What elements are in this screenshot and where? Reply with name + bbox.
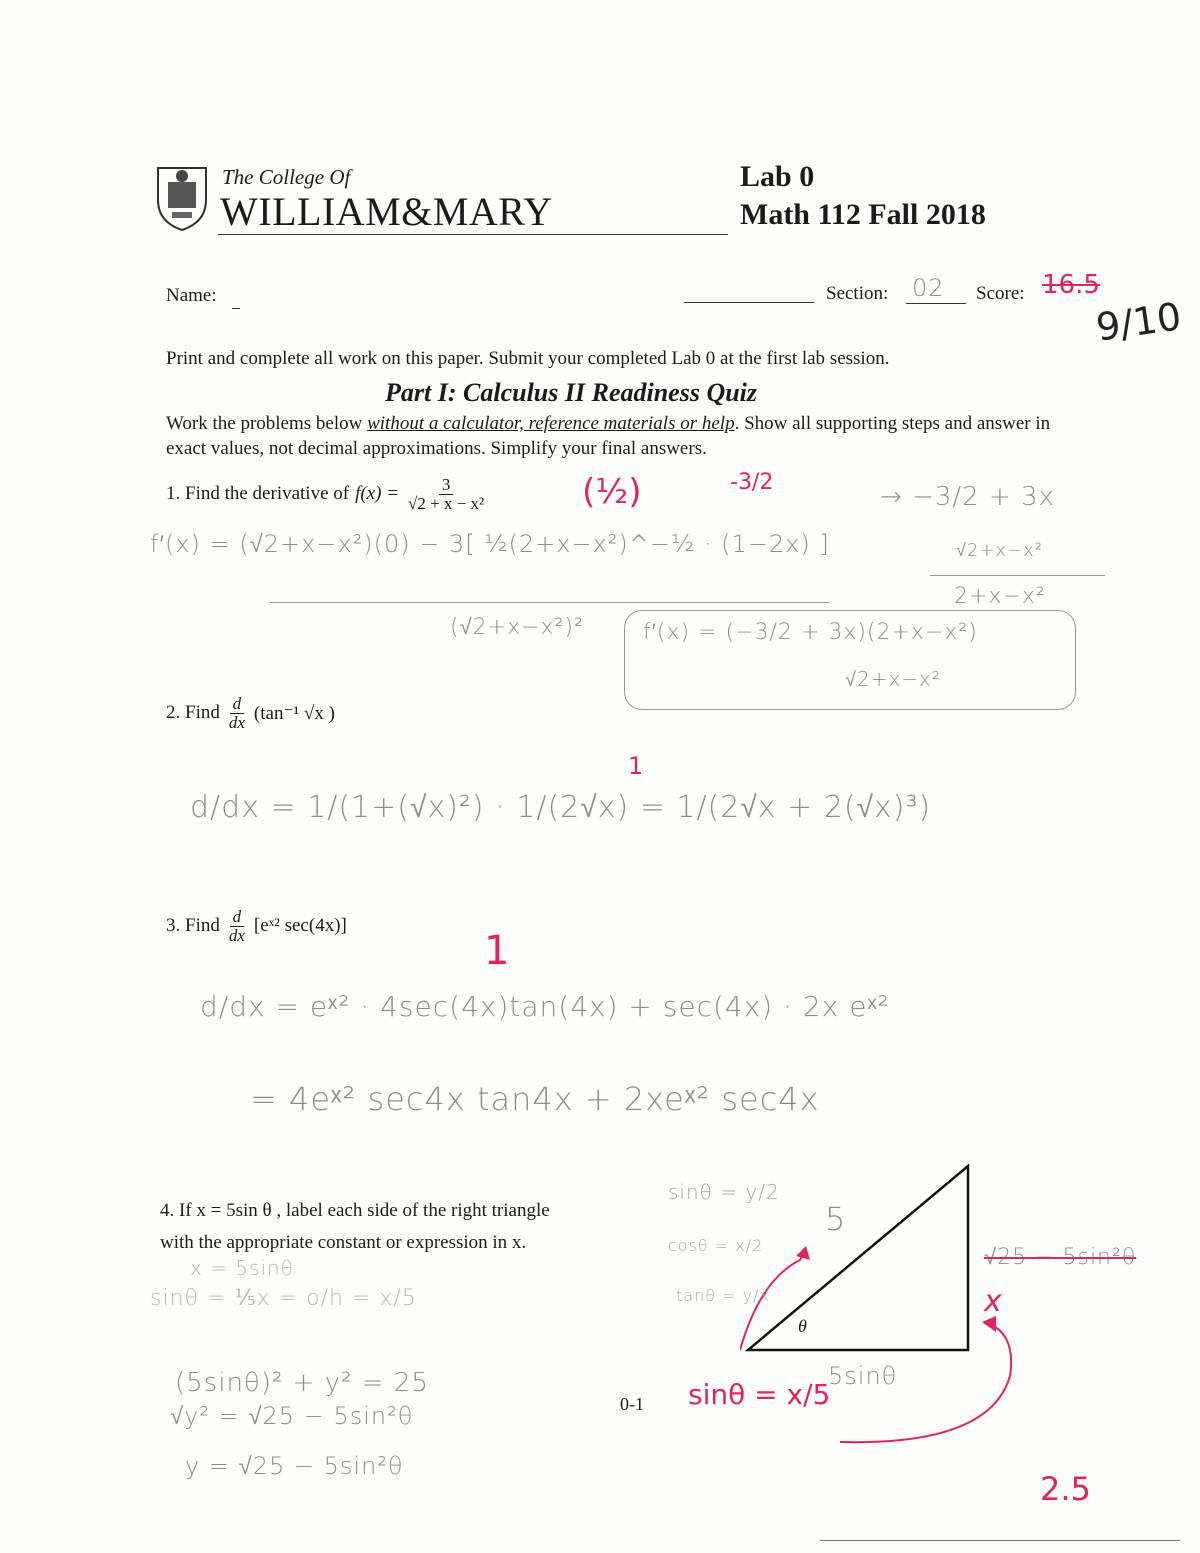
q2-work: d/dx = 1/(1+(√x)²) · 1/(2√x) = 1/(2√x + 2(√x)³) (190, 790, 932, 825)
q3-prompt (166, 908, 347, 945)
q4-trig3: tanθ = y/x (676, 1286, 770, 1305)
q4-work5: y = √25 − 5sin²θ (185, 1452, 404, 1480)
college-subtitle: The College Of (222, 165, 351, 189)
name-line[interactable] (232, 308, 240, 309)
instructions (166, 412, 1066, 461)
q4-trig1: sinθ = y/2 (668, 1180, 780, 1204)
q4-work4: √y² = √25 − 5sin²θ (170, 1402, 414, 1430)
q1-work-line1: f′(x) = (√2+x−x²)(0) − 3[ ½(2+x−x²)^−½ · (1−2x) ] (150, 530, 830, 558)
q3-work-line1: d/dx = eˣ² · 4sec(4x)tan(4x) + sec(4x) · 2x eˣ² (200, 990, 890, 1023)
lab-title: Lab 0 (740, 160, 815, 193)
q2-prompt (166, 695, 335, 732)
q3-work-line2: = 4eˣ² sec4x tan4x + 2xeˣ² sec4x (250, 1080, 820, 1118)
q1-prompt (166, 476, 487, 513)
q2-dx: dx (228, 712, 245, 732)
q4-hyp: 5 (825, 1200, 847, 1238)
page-number: 0-1 (620, 1394, 644, 1414)
q1-answer: f′(x) = (−3/2 + 3x)(2+x−x²) (643, 620, 978, 645)
q1-mark-half: (½) (582, 472, 642, 512)
q3-d: d (230, 908, 245, 927)
blank-line (684, 302, 814, 303)
q4-work2: sinθ = ⅕x = o/h = x/5 (150, 1286, 417, 1311)
part-title: Part I: Calculus II Readiness Quiz (385, 378, 758, 407)
q1-fraction (405, 476, 487, 513)
q4-red-x: x (984, 1284, 1002, 1319)
q1-work-line2: (√2+x−x²)² (450, 615, 584, 640)
q2-expr: (tan⁻¹ √x ) (253, 702, 335, 724)
q1-fraction-bar (270, 602, 830, 603)
score-label: Score: (976, 283, 1025, 304)
q1-num: 3 (439, 476, 454, 495)
q4-mark-score: 2.5 (1040, 1470, 1091, 1508)
q1-label: 1. Find the derivative of (166, 483, 350, 505)
intro-text: Print and complete all work on this paper. Submit your completed Lab 0 at the first lab session. (166, 348, 890, 369)
instructions-underlined: without a calculator, reference materials or help (367, 413, 735, 434)
college-seal (152, 160, 212, 234)
q2-ddx (226, 695, 248, 732)
instructions-before: Work the problems below (166, 413, 368, 434)
q4-opp-struck: √25 − 5sin²θ (984, 1245, 1137, 1270)
q4-red-arrow-head (796, 1246, 810, 1260)
q4-work1: x = 5sinθ (190, 1256, 294, 1280)
q1-side-bar (930, 575, 1105, 576)
q3-ddx (226, 908, 248, 945)
q1-answer-box (624, 610, 1076, 710)
q4-theta: θ (798, 1316, 807, 1336)
header-rule (218, 234, 728, 235)
q4-work3: (5sinθ)² + y² = 25 (175, 1368, 429, 1398)
college-name: WILLIAM&MARY (220, 189, 553, 234)
section-value: 02 (912, 274, 945, 302)
section-line (906, 303, 966, 304)
q3-mark: 1 (484, 928, 510, 974)
q4-adj: 5sinθ (828, 1362, 898, 1390)
name-label: Name: (166, 285, 217, 306)
q1-side2: √2+x−x² (956, 540, 1044, 561)
q3-dx: dx (228, 925, 245, 945)
q3-expr: [eˣ² sec(4x)] (253, 915, 347, 937)
course-title: Math 112 Fall 2018 (740, 198, 986, 231)
q4-red-curve (830, 1316, 1030, 1446)
q2-label: 2. Find (166, 702, 220, 724)
q1-mark-score: -3/2 (730, 470, 774, 495)
q4-red-sin: sinθ = x/5 (688, 1378, 831, 1411)
footer-rule (820, 1540, 1180, 1541)
q1-fx: f(x) = (355, 483, 400, 505)
q2-mark: 1 (628, 752, 644, 780)
q4-label: 4. If x = 5sin θ , label each side of the right triangle (160, 1200, 550, 1221)
q2-d: d (230, 695, 245, 714)
score-struck: 16.5 (1042, 270, 1100, 300)
score-final: 9/10 (1093, 294, 1184, 350)
q1-den: √2 + x − x² (408, 493, 485, 513)
instructions-after: . Show all supporting steps and answer in exact values, not decimal approximations. Simplify your final answers. (166, 413, 1051, 459)
q1-side1: → −3/2 + 3x (880, 482, 1055, 512)
q4-trig2: cosθ = x/2 (668, 1236, 764, 1255)
q3-label: 3. Find (166, 915, 220, 937)
section-label: Section: (826, 283, 889, 304)
q1-side3: 2+x−x² (954, 584, 1046, 609)
q1-answer-den: √2+x−x² (845, 667, 941, 691)
q4-label2: with the appropriate constant or expression in x. (160, 1232, 527, 1253)
